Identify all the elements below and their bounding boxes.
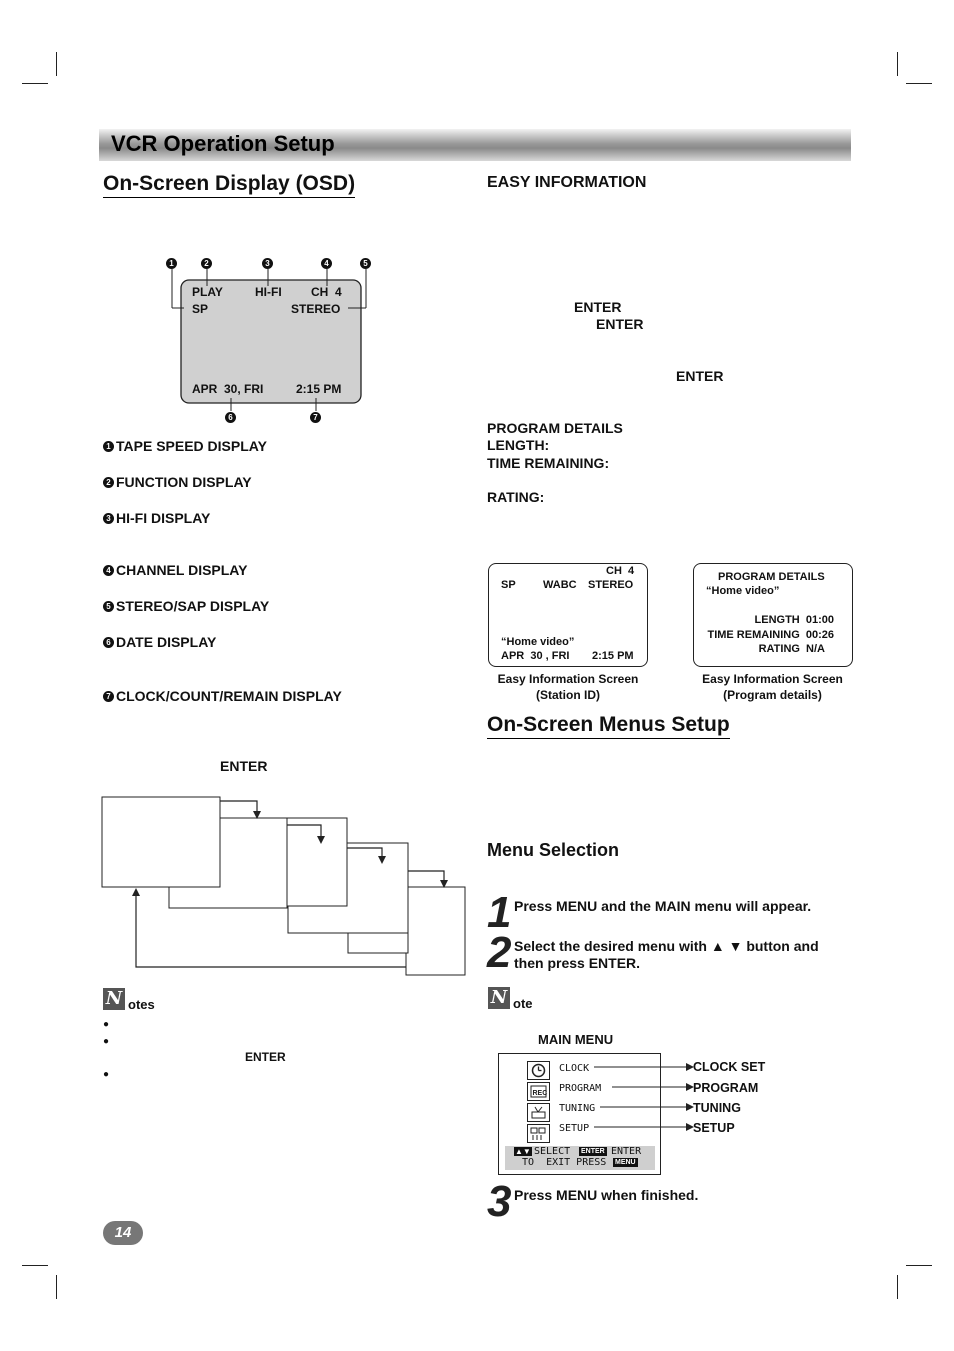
record-icon: [527, 1082, 550, 1101]
menu-selection-title: Menu Selection: [487, 840, 620, 860]
menu-item-setup[interactable]: SETUP: [559, 1123, 590, 1134]
menus-title: On-Screen Menus Setup: [487, 713, 730, 739]
osd-stereo: STEREO: [291, 302, 341, 316]
enter-label: ENTER: [596, 316, 644, 332]
main-menu-label: MAIN MENU: [538, 1032, 614, 1047]
footer-enter: ENTER: [611, 1146, 642, 1157]
step-text: Press MENU and the MAIN menu will appear.: [514, 898, 812, 914]
osd-diagram: [160, 255, 380, 427]
item-num-7: 7: [103, 691, 114, 702]
s1-title: “Home video”: [501, 636, 575, 648]
s1-time: 2:15 PM: [592, 650, 634, 662]
crop-mark: [906, 83, 932, 84]
page-number: 14: [103, 1221, 143, 1245]
marker-6: 6: [225, 412, 236, 423]
crop-mark: [22, 83, 48, 84]
s1-speed: SP: [501, 579, 516, 591]
marker-5: 5: [360, 258, 371, 269]
footer-exit: TO EXIT PRESS: [522, 1157, 607, 1168]
marker-3: 3: [262, 258, 273, 269]
osd-item-label: FUNCTION DISPLAY: [116, 474, 252, 490]
osd-item-label: HI-FI DISPLAY: [116, 510, 211, 526]
s2-length: LENGTH 01:00: [754, 614, 834, 626]
s1-date: APR 30 , FRI: [501, 650, 570, 662]
note-icon: N: [488, 987, 510, 1009]
step-number: 3: [487, 1177, 512, 1226]
osd-hifi: HI-FI: [255, 285, 282, 299]
s2-program: “Home video”: [706, 585, 780, 597]
osd-speed: SP: [192, 302, 209, 316]
clock-icon: [527, 1061, 550, 1080]
menu-item-tuning[interactable]: TUNING: [559, 1103, 596, 1114]
osd-item-label: CHANNEL DISPLAY: [116, 562, 248, 578]
crop-mark: [56, 1275, 57, 1299]
marker-1: 1: [166, 258, 177, 269]
menu-key-icon: MENU: [615, 1159, 636, 1166]
crop-mark: [906, 1265, 932, 1266]
item-num-2: 2: [103, 477, 114, 488]
osd-channel: CH 4: [311, 285, 342, 299]
step-text: Press MENU when finished.: [514, 1187, 699, 1203]
note-label: ote: [513, 996, 533, 1011]
item-num-5: 5: [103, 601, 114, 612]
osd-item-label: STEREO/SAP DISPLAY: [116, 598, 270, 614]
osd-time: 2:15 PM: [296, 382, 342, 396]
display-cycle-diagram: [100, 795, 470, 980]
bullet: ●: [103, 1036, 110, 1047]
enter-key-icon: ENTER: [581, 1148, 605, 1155]
time-remaining-label: TIME REMAINING:: [487, 455, 610, 471]
item-num-1: 1: [103, 441, 114, 452]
s1-channel: CH 4: [606, 565, 635, 577]
notes-enter: ENTER: [245, 1050, 286, 1064]
crop-mark: [897, 1275, 898, 1299]
marker-2: 2: [201, 258, 212, 269]
osd-item-label: CLOCK/COUNT/REMAIN DISPLAY: [116, 688, 342, 704]
s2-remaining: TIME REMAINING 00:26: [707, 629, 834, 641]
caption-program-sub: (Program details): [723, 688, 822, 702]
enter-label: ENTER: [574, 299, 622, 315]
target-clock-set: CLOCK SET: [693, 1060, 766, 1074]
crop-mark: [22, 1265, 48, 1266]
target-setup: SETUP: [693, 1121, 735, 1135]
rating-label: RATING:: [487, 489, 545, 505]
program-details-label: PROGRAM DETAILS: [487, 420, 623, 436]
menu-item-program[interactable]: PROGRAM: [559, 1083, 602, 1094]
item-num-3: 3: [103, 513, 114, 524]
section-header-bar: [99, 129, 851, 161]
osd-title: On-Screen Display (OSD): [103, 172, 355, 198]
target-tuning: TUNING: [693, 1101, 741, 1115]
notes-icon: N: [103, 988, 125, 1010]
footer-select: SELECT: [534, 1146, 571, 1157]
tuning-icon: [527, 1103, 550, 1122]
step-number: 1: [487, 888, 512, 937]
s2-title: PROGRAM DETAILS: [718, 571, 825, 583]
item-num-6: 6: [103, 637, 114, 648]
item-num-4: 4: [103, 565, 114, 576]
notes-label: otes: [128, 997, 155, 1012]
enter-label: ENTER: [220, 758, 268, 774]
s2-rating: RATING N/A: [758, 643, 825, 655]
step-number: 2: [487, 928, 512, 977]
bullet: ●: [103, 1069, 110, 1080]
caption-station: Easy Information Screen: [497, 672, 639, 686]
step-text: then press ENTER.: [514, 955, 641, 971]
marker-7: 7: [310, 412, 321, 423]
enter-label: ENTER: [676, 368, 724, 384]
svg-text:REC: REC: [532, 1090, 548, 1097]
crop-mark: [56, 52, 57, 76]
s1-stereo: STEREO: [588, 579, 634, 591]
marker-4: 4: [321, 258, 332, 269]
crop-mark: [897, 52, 898, 76]
length-label: LENGTH:: [487, 437, 550, 453]
setup-icon: [527, 1124, 550, 1143]
osd-item-label: DATE DISPLAY: [116, 634, 217, 650]
easy-info-title: EASY INFORMATION: [487, 174, 647, 191]
page-title: VCR Operation Setup: [111, 131, 335, 156]
step-text: Select the desired menu with ▲ ▼ button and: [514, 938, 819, 954]
caption-program: Easy Information Screen: [702, 672, 843, 686]
caption-station-sub: (Station ID): [536, 688, 600, 702]
osd-date: APR 30, FRI: [192, 382, 264, 396]
osd-play: PLAY: [192, 285, 223, 299]
menu-item-clock[interactable]: CLOCK: [559, 1063, 590, 1074]
menu-arrows: [590, 1058, 700, 1138]
bullet: ●: [103, 1019, 110, 1030]
up-down-icon: ▲▼: [515, 1147, 531, 1156]
target-program: PROGRAM: [693, 1081, 759, 1095]
s1-station: WABC: [543, 579, 577, 591]
osd-item-label: TAPE SPEED DISPLAY: [116, 438, 267, 454]
